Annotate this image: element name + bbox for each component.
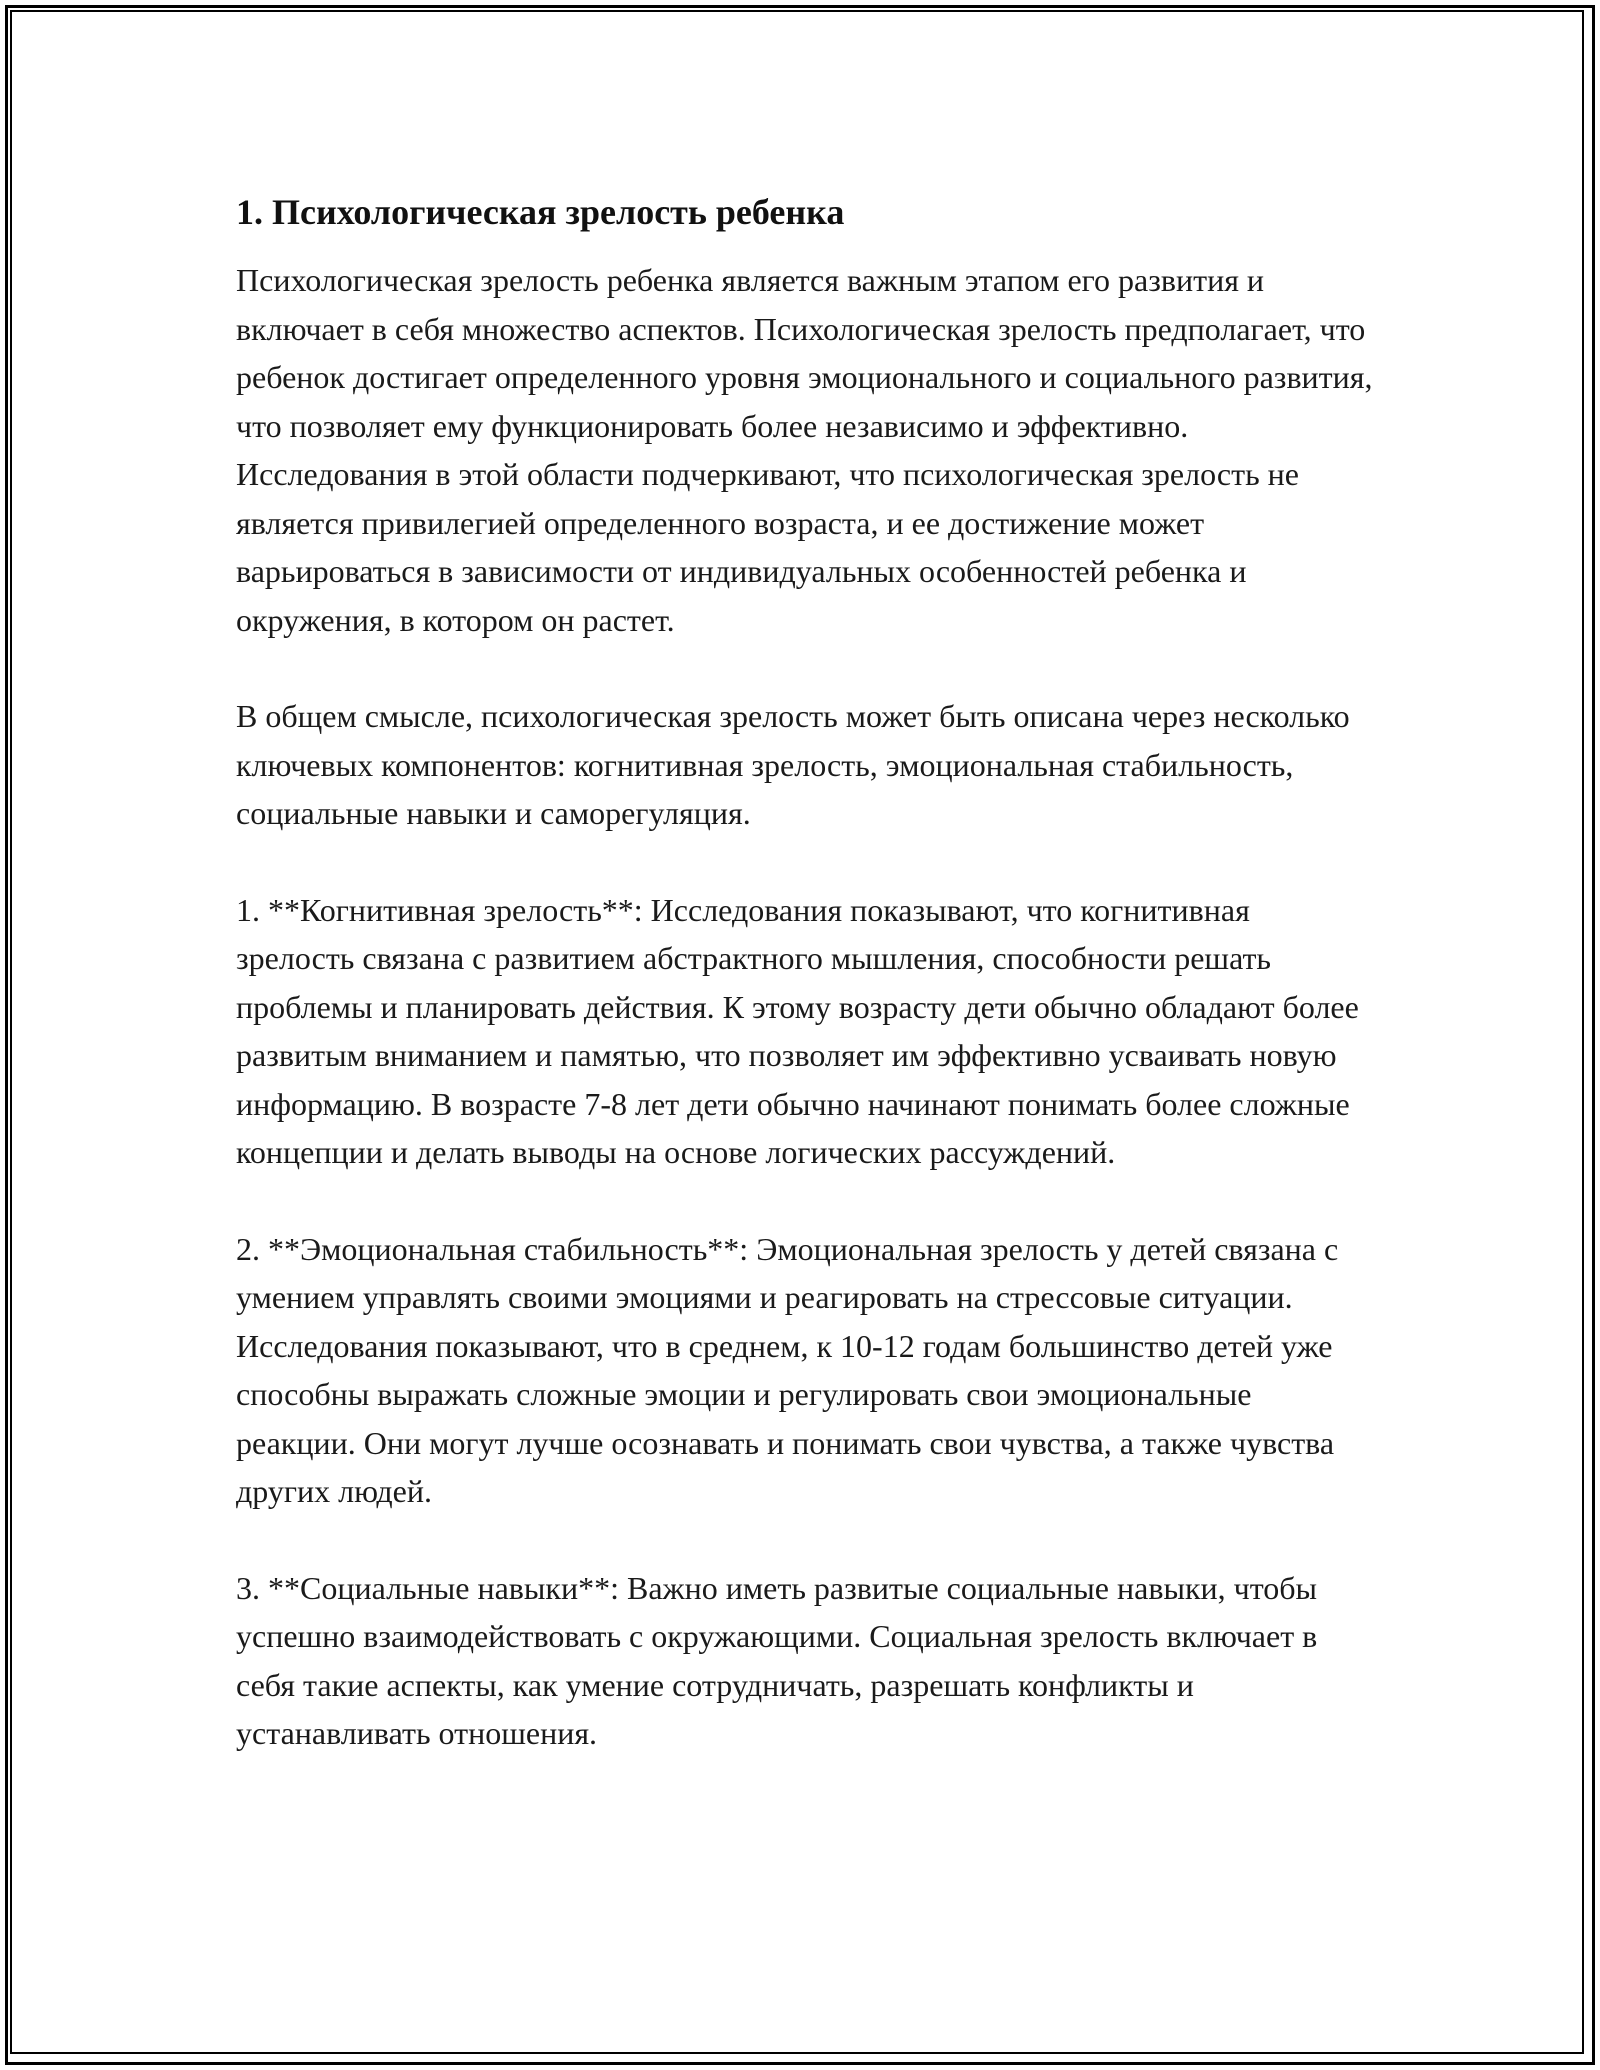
paragraph-intro: Психологическая зрелость ребенка является важным этапом его развития и включает в себя множество аспектов. Психологическая зрелость предполагает, что ребенок достигает определенного уровня эмоционального и социального развития, что позволяет ему функционировать более независимо и эффективно. Исследования в этой области подчеркивают, что психологическая зрелость не является привилегией определенного возраста, и ее достижение может варьироваться в зависимости от индивидуальных особенностей ребенка и окружения, в котором он растет. — [236, 262, 1373, 638]
paragraph-emotional-stability: 2. **Эмоциональная стабильность**: Эмоциональная зрелость у детей связана с умением управлять своими эмоциями и реагировать на стрессовые ситуации. Исследования показывают, что в среднем, к 10-12 годам большинство детей уже способны выражать сложные эмоции и регулировать свои эмоциональные реакции. Они могут лучше осознавать и понимать свои чувства, а также чувства других людей. — [236, 1230, 1339, 1509]
paragraph-social-skills: 3. **Социальные навыки**: Важно иметь развитые социальные навыки, чтобы успешно взаимодействовать с окружающими. Социальная зрелость включает в себя такие аспекты, как умение сотрудничать, разрешать конфликты и устанавливать отношения. — [236, 1569, 1318, 1751]
paragraph-components: В общем смысле, психологическая зрелость может быть описана через несколько ключевых компонентов: когнитивная зрелость, эмоциональная стабильность, социальные навыки и саморегуляция. — [236, 698, 1350, 831]
document-body — [236, 188, 1376, 1806]
paragraph-cognitive-maturity: 1. **Когнитивная зрелость**: Исследования показывают, что когнитивная зрелость связана с развитием абстрактного мышления, способности решать проблемы и планировать действия. К этому возрасту дети обычно обладают более развитым вниманием и памятью, что позволяет им эффективно усваивать новую информацию. В возрасте 7-8 лет дети обычно начинают понимать более сложные концепции и делать выводы на основе логических рассуждений. — [236, 891, 1359, 1170]
section-heading: 1. Психологическая зрелость ребенка — [236, 192, 845, 232]
